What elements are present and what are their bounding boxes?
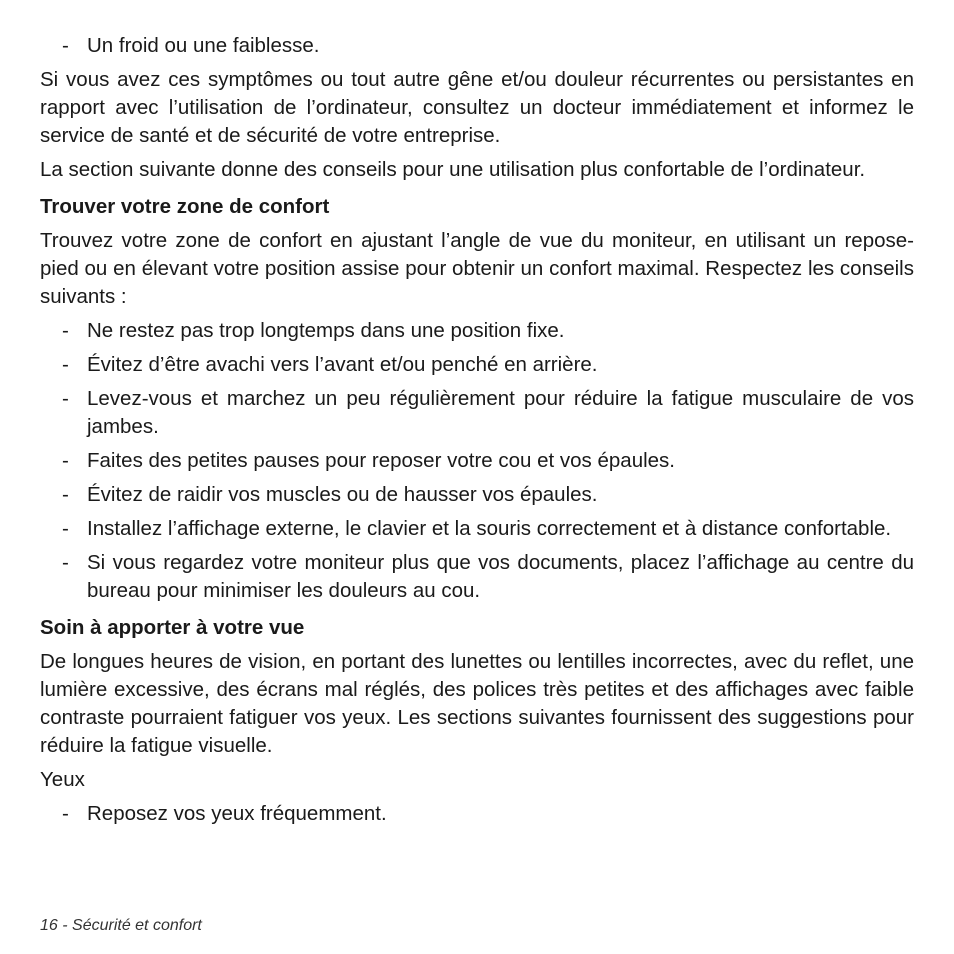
- subheading-eyes: Yeux: [40, 768, 85, 791]
- list-marker: -: [62, 319, 69, 342]
- list-item: [40, 481, 914, 509]
- list-item: [40, 800, 914, 828]
- list-item-text: Installez l’affichage externe, le clavier et la souris correctement et à distance confortable.: [87, 517, 892, 540]
- section-heading-vision: Soin à apporter à votre vue: [40, 616, 305, 639]
- list-item-text: Évitez de raidir vos muscles ou de hausser vos épaules.: [87, 483, 598, 506]
- paragraph-symptoms: Si vous avez ces symptômes ou tout autre gêne et/ou douleur récurrentes ou persistantes en rapport avec l’utilisation de l’ordinateur, consultez un docteur immédiatement et informez le service de santé et de sécurité de votre entreprise.: [40, 68, 914, 147]
- list-item-text: Levez-vous et marchez un peu régulièrement pour réduire la fatigue musculaire de vos jambes.: [87, 387, 914, 438]
- list-item: [40, 515, 914, 543]
- list-marker: -: [62, 34, 69, 57]
- list-item-text: Faites des petites pauses pour reposer votre cou et vos épaules.: [87, 449, 676, 472]
- list-marker: -: [62, 353, 69, 376]
- paragraph-intro-advice: La section suivante donne des conseils pour une utilisation plus confortable de l’ordinateur.: [40, 158, 866, 181]
- paragraph-vision: De longues heures de vision, en portant des lunettes ou lentilles incorrectes, avec du reflet, une lumière excessive, des écrans mal réglés, des polices très petites et des affichages avec faible contraste pourraient fatiguer vos yeux. Les sections suivantes fournissent des suggestions pour réduire la fatigue visuelle.: [40, 650, 914, 757]
- page-footer: 16 - Sécurité et confort: [40, 917, 202, 934]
- section-heading-comfort: Trouver votre zone de confort: [40, 195, 330, 218]
- list-item-text: Évitez d’être avachi vers l’avant et/ou penché en arrière.: [87, 353, 598, 376]
- list-marker: -: [62, 387, 69, 410]
- document-page: [40, 32, 914, 834]
- list-item: [40, 32, 914, 60]
- list-marker: -: [62, 551, 69, 574]
- list-item: [40, 317, 914, 345]
- list-item: [40, 351, 914, 379]
- list-item-text: Un froid ou une faiblesse.: [87, 34, 320, 57]
- paragraph-comfort: Trouvez votre zone de confort en ajustant l’angle de vue du moniteur, en utilisant un repose-pied ou en élevant votre position assise pour obtenir un confort maximal. Respectez les conseils suivants :: [40, 229, 914, 308]
- list-item: [40, 447, 914, 475]
- list-marker: -: [62, 483, 69, 506]
- list-item: [40, 385, 914, 441]
- list-marker: -: [62, 517, 69, 540]
- list-item-text: Reposez vos yeux fréquemment.: [87, 802, 387, 825]
- list-item-text: Ne restez pas trop longtemps dans une position fixe.: [87, 319, 565, 342]
- list-marker: -: [62, 449, 69, 472]
- list-item-text: Si vous regardez votre moniteur plus que vos documents, placez l’affichage au centre du bureau pour minimiser les douleurs au cou.: [87, 551, 914, 602]
- list-item: [40, 549, 914, 605]
- list-marker: -: [62, 802, 69, 825]
